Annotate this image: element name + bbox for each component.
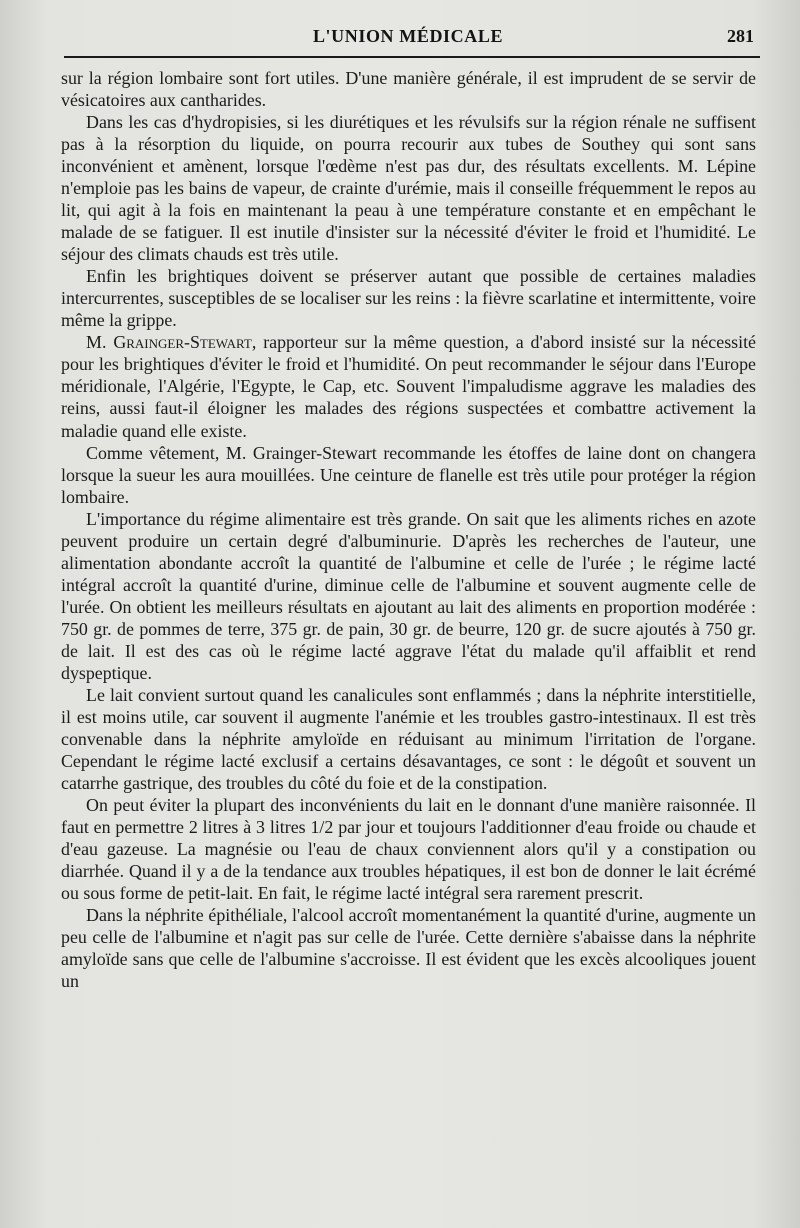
paragraph: Le lait convient surtout quand les canalicules sont enflammés ; dans la néphrite interstitielle, il est moins utile, car souvent il augmente l'anémie et les troubles gastro-intestinaux. Il est très convenable dans la néphrite amyloïde en réduisant au minimum l'irritation de l'organe. Cependant le régime lacté exclusif a certains désavantages, ce sont : le dégoût et souvent un catarrhe gastrique, des troubles du côté du foie et de la constipation. (61, 684, 756, 793)
paragraph: sur la région lombaire sont fort utiles. D'une manière générale, il est imprudent de se servir de vésicatoires aux cantharides. (61, 68, 756, 111)
paragraph: On peut éviter la plupart des inconvénients du lait en le donnant d'une manière raisonnée. Il faut en permettre 2 litres à 3 litres 1/2 par jour et toujours l'additionner d'eau froide ou chaude et d'eau gazeuse. La magnésie ou l'eau de chaux conviennent alors qu'il y a constipation ou diarrhée. Quand il y a de la tendance aux troubles hépatiques, il est bon de donner le lait écrémé ou sous forme de petit-lait. En fait, le régime lacté intégral sera rarement prescrit. (61, 795, 756, 904)
header-rule (64, 56, 760, 58)
journal-title: L'UNION MÉDICALE (312, 26, 504, 46)
author-name: Grainger-Stewart (113, 332, 252, 353)
paragraph: Comme vêtement, M. Grainger-Stewart recommande les étoffes de laine dont on changera lorsque la sueur les aura mouillées. Une ceinture de flanelle est très utile pour protéger la région lombaire. (61, 442, 756, 507)
paragraph: L'importance du régime alimentaire est très grande. On sait que les aliments riches en azote peuvent produire un certain degré d'albuminurie. D'après les recherches de l'auteur, une alimentation abondante accroît la quantité de l'albumine et celle de l'urée ; le régime lacté intégral accroît la quantité d'urine, diminue celle de l'albumine et souvent augmente celle de l'urée. On obtient les meilleurs résultats en ajoutant au lait des aliments en proportion modérée : 750 gr. de pommes de terre, 375 gr. de pain, 30 gr. de beurre, 120 gr. de sucre ajoutés à 750 gr. de lait. Il est des cas où le régime lacté aggrave l'état du malade qu'il affaiblit et rend dyspeptique. (61, 508, 756, 683)
paragraph: Dans la néphrite épithéliale, l'alcool accroît momentanément la quantité d'urine, augmente un peu celle de l'albumine et n'agit pas sur celle de l'urée. Cette dernière s'abaisse dans la néphrite amyloïde sans que celle de l'albumine s'accroisse. Il est évident que les excès alcooliques jouent un (61, 905, 756, 992)
paragraph: Enfin les brightiques doivent se préserver autant que possible de certaines maladies intercurrentes, susceptibles de se localiser sur les reins : la fièvre scarlatine et intermittente, voire même la grippe. (61, 266, 756, 331)
page-number: 281 (727, 26, 754, 46)
paragraph: Dans les cas d'hydropisies, si les diurétiques et les révulsifs sur la région rénale ne suffisent pas à la résorption du liquide, on pourra recourir aux tubes de Southey qui sont sans inconvénient et amènent, lorsque l'œdème n'est pas dur, des résultats excellents. M. Lépine n'emploie pas les bains de vapeur, de crainte d'urémie, mais il conseille fréquemment le repos au lit, qui agit à la fois en maintenant la peau à une température constante et en empêchant le malade de se fatiguer. Il est inutile d'insister sur la nécessité d'éviter le froid et l'humidité. Le séjour des climats chauds est très utile. (61, 112, 756, 265)
article-body (61, 67, 756, 992)
paragraph (61, 331, 756, 441)
running-head (62, 26, 754, 50)
name-prefix: M. (86, 332, 114, 353)
paragraph-text: , rapporteur sur la même question, a d'abord insisté sur la nécessité pour les brightiques d'éviter le froid et l'humidité. On peut recommander le séjour dans l'Europe méridionale, l'Algérie, l'Egypte, le Cap, etc. Souvent l'impaludisme aggrave les maladies des reins, aussi faut-il éloigner les malades des régions suspectées et combattre activement la maladie quand elle existe. (61, 332, 756, 441)
